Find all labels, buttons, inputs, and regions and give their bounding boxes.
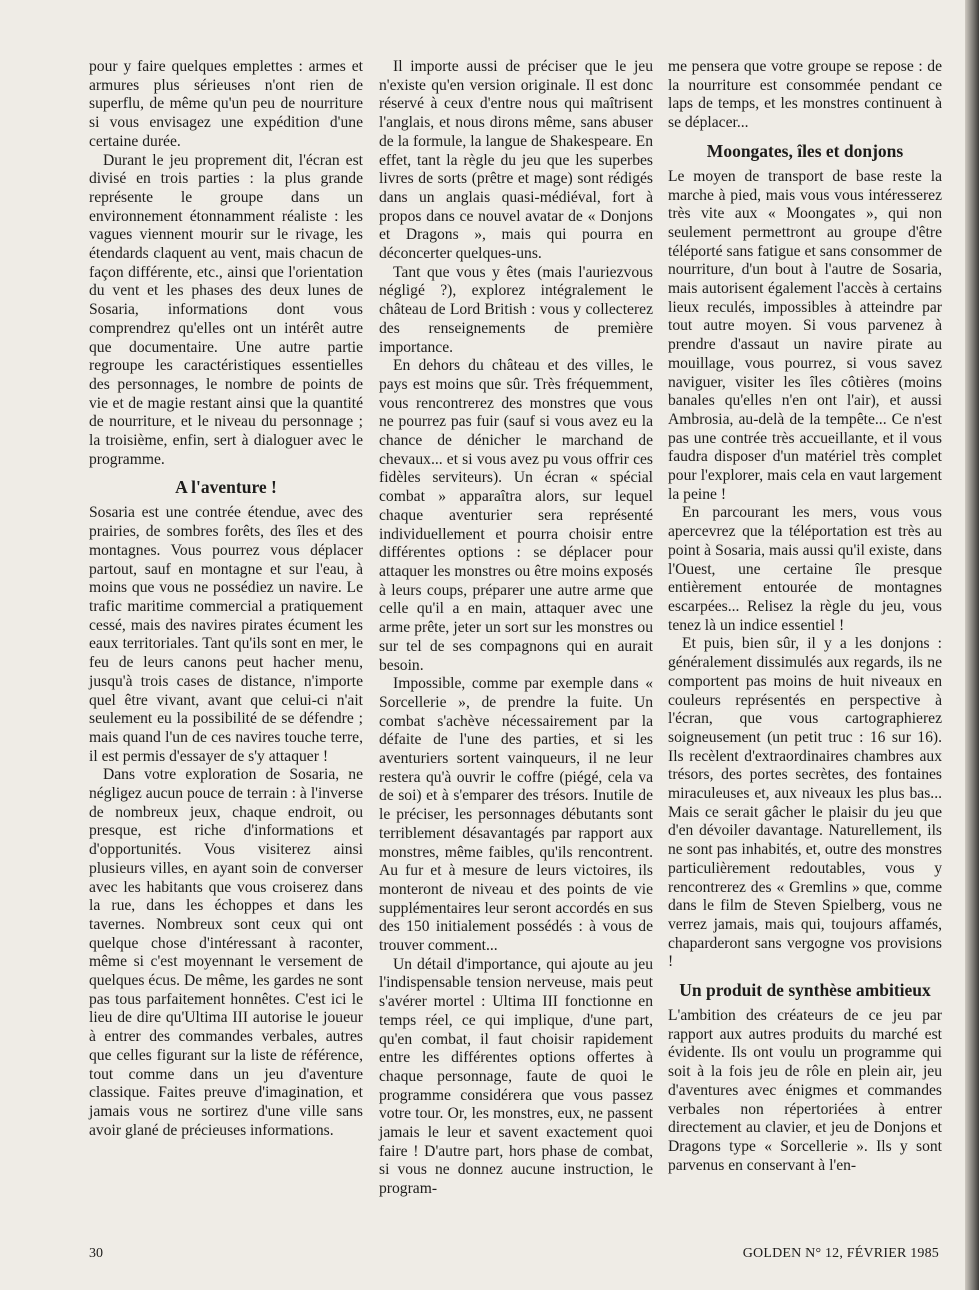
paragraph: L'ambition des créateurs de ce jeu par rapport aux autres produits du marché est évidente. Ils ont voulu un programme qui soit à la fois jeu de rôle en plein air, jeu d'aventures avec énigmes et commandes verbales non répertoriées à entrer directement au clavier, et jeu de Donjons et Dragons type « Sorcellerie ». Ils y sont parvenus en conservant à l'en- bbox=[668, 1007, 942, 1174]
page-number: 30 bbox=[89, 1246, 103, 1261]
running-footer: GOLDEN N° 12, FÉVRIER 1985 bbox=[742, 1246, 939, 1261]
paragraph: Et puis, bien sûr, il y a les donjons : généralement dissimulés aux regards, ils ne comportent pas moins de huit niveaux en couleurs représentés en perspective à l'écran, que vous cartographierez soigneusement (un petit truc : 16 sur 16). Ils recèlent d'extraordinaires chambres aux trésors, des portes secrètes, des fontaines miraculeuses et, aux niveaux les plus bas... Mais ce serait gâcher le plaisir du jeu que d'en dévoiler davantage. Naturellement, ils ne sont pas inhabités, et, outre des monstres particulièrement redoutables, vous y rencontrerez des « Gremlins » que, comme dans le film de Steven Spielberg, vous ne verrez jamais, mais qui, toujours affamés, chaparderont sans vergogne vos provisions ! bbox=[668, 635, 942, 971]
paragraph: Impossible, comme par exemple dans « Sorcellerie », de prendre la fuite. Un combat s'achève nécessairement par la défaite de l'une des parties, et si les aventuriers sortent vainqueurs, il ne leur restera qu'à ouvrir le coffre (piégé, cela va de soi) et à s'emparer des trésors. Inutile de le préciser, les personnages débutants sont terriblement désavantagés par rapport aux monstres, même faibles, qu'ils rencontrent. Au fur et à mesure de leurs victoires, ils monteront de niveau et des points de vie supplémentaires leur seront accordés en sus des 150 initialement possédés : à vous de trouver comment... bbox=[379, 675, 653, 955]
paragraph: En parcourant les mers, vous vous apercevrez que la téléportation est très au point à Sosaria, mais aussi qu'il existe, dans l'Ouest, une certaine île presque entièrement entourée de montagnes escarpées... Relisez la règle du jeu, vous tenez là un indice essentiel ! bbox=[668, 504, 942, 634]
paragraph: En dehors du château et des villes, le pays est moins que sûr. Très fréquemment, vous rencontrerez des monstres que vous ne pourrez pas fuir (sauf si vous avez eu la chance de dénicher le marchand de chevaux... et si vous avez pu vous offrir ces fidèles serviteurs). Un écran « spécial combat » apparaîtra alors, sur lequel chaque aventurier sera représenté individuellement et pourra choisir entre différentes options : se déplacer pour attaquer les monstres ou être moins exposés à leurs coups, préparer une autre arme que celle qu'il a en main, attaquer avec une arme prête, jeter un sort sur les monstres ou sur tel de ses compagnons qui en aurait besoin. bbox=[379, 357, 653, 674]
paragraph: me pensera que votre groupe se repose : de la nourriture est consommée pendant ce laps de temps, et les monstres continuent à se déplacer... bbox=[668, 58, 942, 132]
section-heading: A l'aventure ! bbox=[175, 477, 277, 498]
section-heading: Un produit de synthèse ambitieux bbox=[679, 980, 931, 1001]
paragraph: Il importe aussi de préciser que le jeu n'existe qu'en version originale. Il est donc réservé à ceux d'entre nous qui maîtrisent l'anglais, et nous dirons même, sans abuser de la formule, la langue de Shakespeare. En effet, tant la règle du jeu que les superbes livres de sorts (prêtre et mage) sont rédigés dans un anglais quasi-médiéval, fort à propos dans ce nouvel avatar de « Donjons et Dragons », mais qui pourra en déconcerter quelques-uns. bbox=[379, 58, 653, 263]
section-heading: Moongates, îles et donjons bbox=[706, 140, 904, 161]
paragraph: Dans votre exploration de Sosaria, ne négligez aucun pouce de terrain : à l'inverse de nombreux jeux, chaque endroit, ou presque, est riche d'informations et d'opportunités. Vous visiterez ainsi plusieurs villes, en ayant soin de converser avec les habitants que vous croiserez dans la rue, dans les échoppes et dans les tavernes. Nombreux sont ceux qui ont quelque chose d'intéressant à raconter, même si c'est moyennant le versement de quelques écus. De même, les gardes ne sont pas tous parfaitement honnêtes. C'est ici le lieu de dire qu'Ultima III autorise le joueur à entrer des commandes verbales, autres que celles figurant sur la liste de référence, tout comme dans un jeu d'aventure classique. Faites preuve d'imagination, et jamais vous ne sortirez d'une ville sans avoir glané de précieuses informations. bbox=[89, 766, 363, 1139]
paragraph: Tant que vous y êtes (mais l'auriezvous négligé ?), explorez intégralement le château de Lord British : vous y collecterez des renseignements de première importance. bbox=[379, 263, 653, 356]
paragraph: Durant le jeu proprement dit, l'écran est divisé en trois parties : la plus grande représente le groupe dans un environnement étonnamment réaliste : les vagues viennent mourir sur le rivage, les étendards claquent au vent, mais chacun de façon différente, etc., ainsi que l'orientation du vent et les phases des deux lunes de Sosaria, informations dont vous comprendrez qu'elles ont un intérêt autre que documentaire. Une autre partie regroupe les caractéristiques essentielles des personnages, le nombre de points de vie et de magie restant ainsi que la quantité de nourriture, et le niveau du personnage ; la troisième, enfin, sert à dialoguer avec le programme. bbox=[89, 151, 363, 468]
text-column-2 bbox=[379, 58, 653, 1199]
paragraph: Un détail d'importance, qui ajoute au jeu l'indispensable tension nerveuse, mais peut s'avérer mortel : Ultima III fonctionne en temps réel, ce qui implique, d'une part, qu'en combat, il faut choisir rapidement entre les différentes options offertes à chaque personnage, faute de quoi le programme considérera que vous passez votre tour. Or, les monstres, eux, ne passent jamais le leur et savent exactement quoi faire ! D'autre part, hors phase de combat, si vous ne donnez aucune instruction, le program- bbox=[379, 955, 653, 1198]
paragraph: Sosaria est une contrée étendue, avec des prairies, de sombres forêts, des îles et des montagnes. Vous pourrez vous déplacer partout, sauf en montagne et sur l'eau, à moins que vous ne possédiez un navire. Le trafic maritime commercial a pratiquement cessé, mais des navires pirates écument les eaux territoriales. Tant qu'ils sont en mer, le feu de leurs canons peut hacher menu, jusqu'à trois cases de distance, n'importe quel être vivant, avant que celui-ci n'ait seulement eu la possibilité de se défendre ; mais quand l'un de ces navires touche terre, il est permis d'essayer de s'y attaquer ! bbox=[89, 504, 363, 765]
page-edge-shadow bbox=[965, 0, 979, 1290]
paragraph: pour y faire quelques emplettes : armes et armures plus sérieuses n'ont rien de superflu, de même qu'un peu de nourriture si vous envisagez une expédition d'une certaine durée. bbox=[89, 58, 363, 150]
text-column-1 bbox=[89, 58, 363, 1140]
text-column-3 bbox=[668, 58, 942, 1175]
paragraph: Le moyen de transport de base reste la marche à pied, mais vous vous intéresserez très vite aux « Moongates », qui non seulement permettront au groupe d'être téléporté sans fatigue et sans consommer de nourriture, d'un bout à l'autre de Sosaria, mais autorisent également l'accès à certains lieux reculés, impossibles à atteindre par tout autre moyen. Si vous parvenez à prendre d'assaut un navire pirate au mouillage, vous pourrez, si vous savez naviguer, visiter les îles côtières (moins banales qu'elles n'en ont l'air), et aussi Ambrosia, au-delà de la tempête... Ce n'est pas une contrée très accueillante, et il vous faudra disposer d'un matériel très complet pour l'explorer, mais cela en vaut largement la peine ! bbox=[668, 167, 942, 503]
